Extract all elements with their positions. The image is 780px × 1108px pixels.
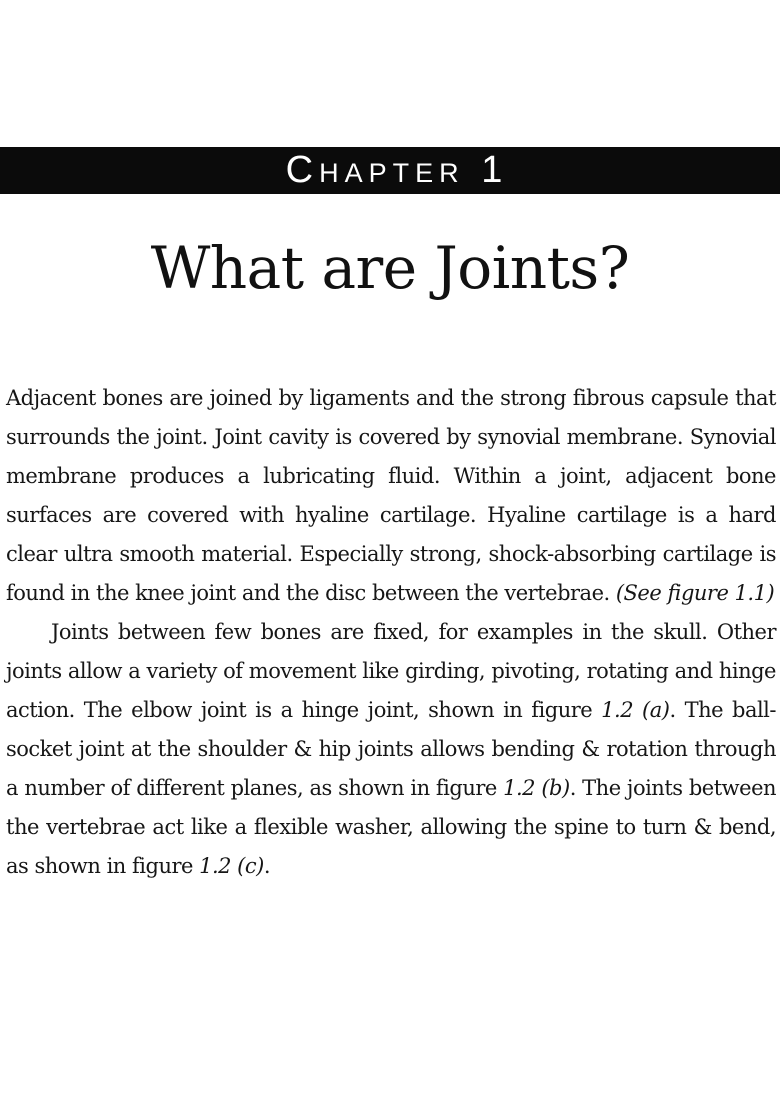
paragraph-2-text-2: . The ball-socket joint at the shoulder & hip joints allows bending & rotation through a number of different planes, as shown in figure (6, 698, 776, 800)
figure-reference-1-2a: 1.2 (a) (601, 698, 670, 722)
chapter-banner (0, 147, 780, 194)
paragraph-1-text: Adjacent bones are joined by ligaments and the strong fibrous capsule that surrounds the joint. Joint cavity is covered by synovial membrane. Synovial membrane produces a lubricating fluid. Within a joint, adjacent bone surfaces are covered with hyaline cartilage. Hyaline cartilage is a hard clear ultra smooth material. Especially strong, shock-absorbing cartilage is found in the knee joint and the disc between the vertebrae. (6, 386, 776, 605)
paragraph-1 (6, 379, 776, 613)
paragraph-2-text-3: . The joints between the vertebrae act like a flexible washer, allowing the spine to turn & bend, as shown in figure (6, 776, 777, 878)
body-text (6, 379, 776, 886)
figure-reference-1-2b: 1.2 (b) (503, 776, 570, 800)
chapter-title: What are Joints? (150, 234, 630, 302)
paragraph-2-text-4: . (263, 854, 271, 878)
figure-reference-1-2c: 1.2 (c) (199, 854, 264, 878)
figure-reference-1-1: (See figure 1.1) (615, 581, 775, 605)
paragraph-2 (6, 613, 776, 886)
paragraph-2-text-1: Joints between few bones are fixed, for examples in the skull. Other joints allow a variety of movement like girding, pivoting, rotating and hinge action. The elbow joint is a hinge joint, shown in figure (6, 620, 776, 722)
chapter-label: Chapter 1 (285, 149, 509, 191)
